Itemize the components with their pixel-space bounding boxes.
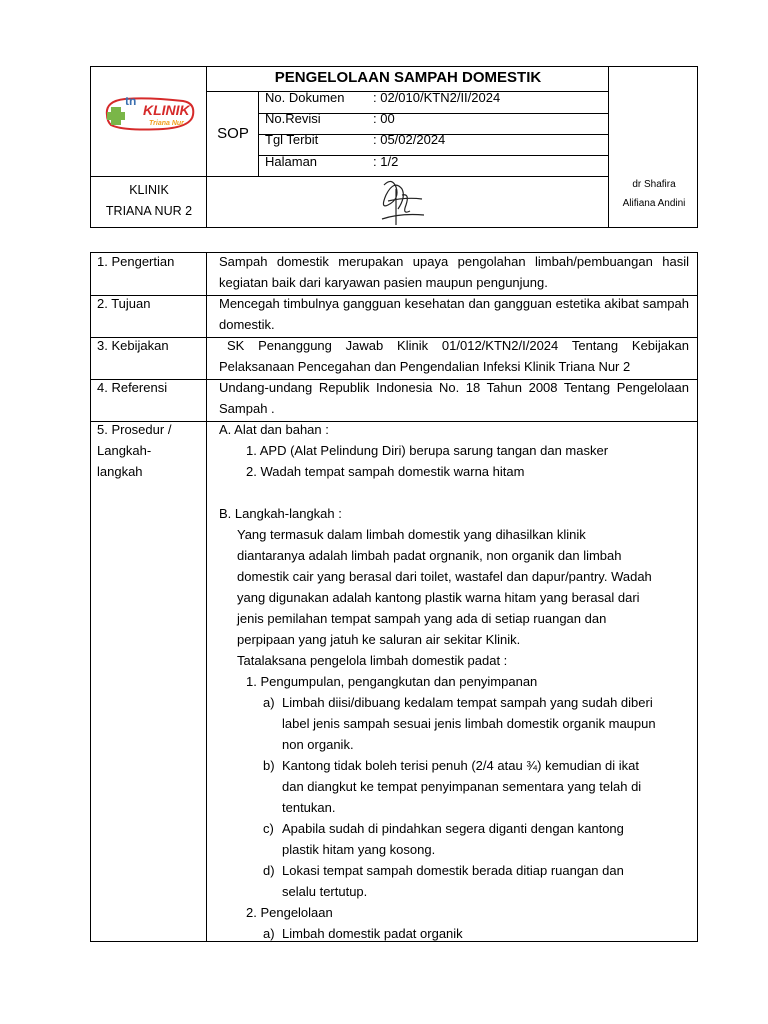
section-text-tujuan: Mencegah timbulnya gangguan kesehatan dan gangguan estetika akibat sampah domestik. bbox=[219, 296, 689, 332]
step-item-line: Limbah diisi/dibuang kedalam tempat sampah yang sudah diberi bbox=[282, 695, 653, 710]
step-item-line: tentukan. bbox=[282, 800, 336, 815]
alat-heading: A. Alat dan bahan : bbox=[219, 422, 329, 437]
section-label-kebijakan: 3. Kebijakan bbox=[97, 338, 169, 353]
step-heading: 1. Pengumpulan, pengangkutan dan penyimpanan bbox=[246, 674, 538, 689]
section-label-tujuan: 2. Tujuan bbox=[97, 296, 151, 311]
document-title: PENGELOLAAN SAMPAH DOMESTIK bbox=[274, 69, 542, 86]
step-item-line: selalu tertutup. bbox=[282, 884, 368, 899]
step-item-line: Kantong tidak boleh terisi penuh (2/4 atau ¾) kemudian di ikat bbox=[282, 758, 640, 773]
section-text-referensi: Undang-undang Republik Indonesia No. 18 Tahun 2008 Tentang Pengelolaan Sampah . bbox=[219, 380, 689, 416]
tatalaksana-heading: Tatalaksana pengelola limbah domestik padat : bbox=[237, 653, 508, 668]
label-line: Langkah- bbox=[97, 443, 152, 458]
info-label: Halaman bbox=[265, 154, 318, 169]
info-value: : 02/010/KTN2/II/2024 bbox=[373, 90, 501, 105]
info-value: : 1/2 bbox=[373, 154, 399, 169]
langkah-paragraph-line: perpipaan yang jatuh ke saluran air sekitar Klinik. bbox=[237, 632, 521, 647]
step-item-line: label jenis sampah sesuai jenis limbah domestik organik maupun bbox=[282, 716, 656, 731]
procedure-table bbox=[90, 252, 698, 942]
step-item-marker: c) bbox=[263, 821, 274, 836]
step-item-marker: a) bbox=[263, 926, 275, 941]
step-item-marker: b) bbox=[263, 758, 275, 773]
step-heading: 2. Pengelolaan bbox=[246, 905, 333, 920]
step-item-line: Lokasi tempat sampah domestik berada ditiap ruangan dan bbox=[282, 863, 624, 878]
info-label: Tgl Terbit bbox=[265, 132, 319, 147]
step-item-line: Limbah domestik padat organik bbox=[282, 926, 463, 941]
step-item-marker: d) bbox=[263, 863, 275, 878]
step-item-line: non organik. bbox=[282, 737, 354, 752]
info-label: No.Revisi bbox=[265, 111, 321, 126]
langkah-heading: B. Langkah-langkah : bbox=[219, 506, 342, 521]
section-label-pengertian: 1. Pengertian bbox=[97, 254, 175, 269]
table-divider bbox=[206, 253, 207, 941]
doctor-name bbox=[609, 175, 699, 213]
step-item-line: plastik hitam yang kosong. bbox=[282, 842, 436, 857]
langkah-paragraph-line: domestik cair yang berasal dari toilet, wastafel dan dapur/pantry. Wadah bbox=[237, 569, 652, 584]
doctor-line: Alifiana Andini bbox=[622, 198, 686, 209]
info-label: No. Dokumen bbox=[265, 90, 345, 105]
label-line: langkah bbox=[97, 464, 143, 479]
langkah-paragraph-line: diantaranya adalah limbah padat orgnanik, non organik dan limbah bbox=[237, 548, 622, 563]
step-item-line: Apabila sudah di pindahkan segera diganti dengan kantong bbox=[282, 821, 624, 836]
doctor-line: dr Shafira bbox=[632, 179, 676, 190]
info-value: : 00 bbox=[373, 111, 395, 126]
klinik-name bbox=[91, 177, 207, 222]
section-label-prosedur bbox=[97, 419, 207, 482]
section-text-kebijakan: SK Penanggung Jawab Klinik 01/012/KTN2/I/2024 Tentang Kebijakan Pelaksanaan Pencegahan dan Pengendalian Infeksi Klinik Triana Nur 2 bbox=[219, 338, 689, 374]
step-item-line: dan diangkut ke tempat penyimpanan sementara yang telah di bbox=[282, 779, 642, 794]
langkah-paragraph-line: Yang termasuk dalam limbah domestik yang dihasilkan klinik bbox=[237, 527, 586, 542]
klinik-logo bbox=[103, 93, 199, 135]
info-value: : 05/02/2024 bbox=[373, 132, 446, 147]
section-label-referensi: 4. Referensi bbox=[97, 380, 168, 395]
langkah-paragraph-line: yang digunakan adalah kantong plastik warna hitam yang berasal dari bbox=[237, 590, 640, 605]
langkah-paragraph-line: jenis pemilahan tempat sampah yang ada di setiap ruangan dan bbox=[237, 611, 607, 626]
label-line: 5. Prosedur / bbox=[97, 422, 172, 437]
sop-label: SOP bbox=[217, 125, 249, 142]
logo-mark: tn bbox=[125, 94, 137, 108]
step-item-marker: a) bbox=[263, 695, 275, 710]
alat-item: 2. Wadah tempat sampah domestik warna hitam bbox=[246, 464, 525, 479]
signature bbox=[366, 175, 436, 231]
header-table bbox=[90, 66, 698, 228]
klinik-line: TRIANA NUR 2 bbox=[105, 204, 193, 218]
section-text-pengertian: Sampah domestik merupakan upaya pengolahan limbah/pembuangan hasil kegiatan baik dari karyawan pasien maupun pengunjung. bbox=[219, 254, 689, 290]
klinik-line: KLINIK bbox=[129, 183, 169, 197]
logo-text: KLINIK bbox=[143, 102, 190, 118]
logo-subtext: Triana Nur bbox=[149, 120, 184, 127]
alat-item: 1. APD (Alat Pelindung Diri) berupa sarung tangan dan masker bbox=[246, 443, 609, 458]
